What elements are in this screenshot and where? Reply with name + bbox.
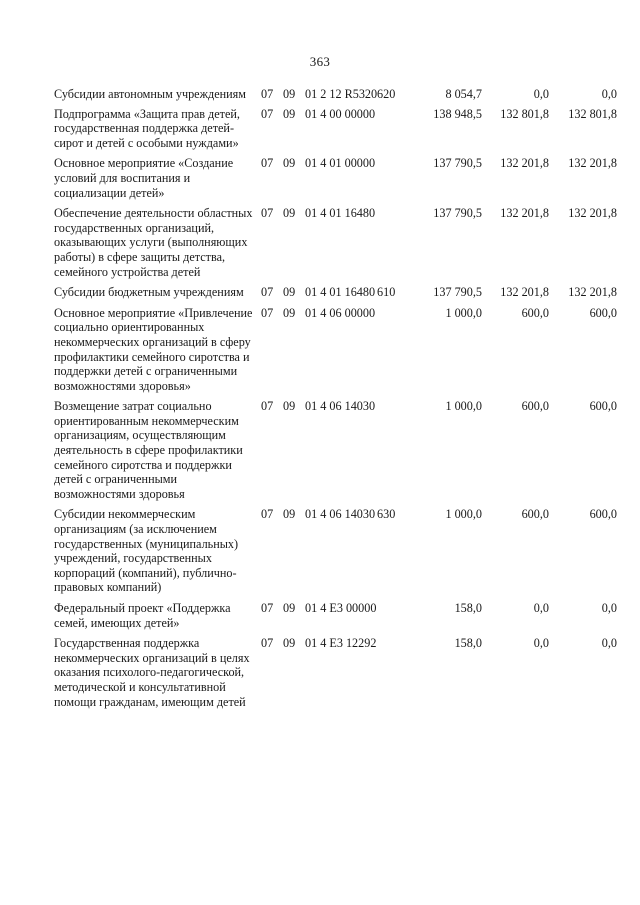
- row-value-3: 132 201,8: [568, 156, 617, 171]
- row-value-1: 137 790,5: [433, 206, 482, 221]
- row-subsection: 09: [283, 106, 296, 121]
- row-section: 07: [261, 106, 274, 121]
- row-name: Субсидии автономным учреждениям: [54, 87, 246, 101]
- row-value-2: 132 201,8: [500, 285, 549, 300]
- row-value-3: 132 201,8: [568, 285, 617, 300]
- row-name: Основное мероприятие «Привлечение социально ориентированных некоммерческих организаций в сферу профилактики семейного сиротства и поддержки детей с ограниченными возможностями здоровья»: [54, 305, 253, 393]
- row-name: Подпрограмма «Защита прав детей, государственная поддержка детей-сирот и детей с особыми нуждами»: [54, 106, 240, 150]
- row-value-1: 138 948,5: [433, 106, 482, 121]
- row-value-3: 600,0: [589, 305, 617, 320]
- row-csr: 01 4 06 00000: [305, 305, 376, 320]
- row-subsection: 09: [283, 601, 296, 615]
- row-value-1: 1 000,0: [445, 305, 482, 320]
- table-row-5: [54, 285, 634, 300]
- row-subsection: 09: [283, 305, 296, 320]
- table-row-1: [54, 87, 634, 102]
- row-value-2: 600,0: [521, 305, 549, 320]
- budget-table: [54, 87, 634, 715]
- row-value-3: 600,0: [589, 507, 617, 522]
- table-row-2: [54, 107, 634, 151]
- row-subsection: 09: [283, 399, 296, 414]
- row-subsection: 09: [283, 285, 296, 300]
- row-value-3: 0,0: [601, 87, 617, 101]
- row-value-3: 0,0: [601, 601, 617, 615]
- row-value-1: 137 790,5: [433, 156, 482, 171]
- row-section: 07: [261, 206, 274, 221]
- row-value-1: 158,0: [454, 601, 482, 615]
- row-subsection: 09: [283, 156, 296, 171]
- table-row-8: [54, 507, 634, 595]
- row-subsection: 09: [283, 507, 296, 522]
- row-section: 07: [261, 601, 274, 615]
- row-section: 07: [261, 87, 274, 101]
- row-value-2: 0,0: [533, 87, 549, 101]
- row-section: 07: [261, 156, 274, 171]
- table-row-4: [54, 206, 634, 279]
- row-value-2: 132 201,8: [500, 206, 549, 221]
- row-value-1: 137 790,5: [433, 285, 482, 300]
- table-row-10: [54, 636, 634, 709]
- row-value-2: 600,0: [521, 399, 549, 414]
- row-section: 07: [261, 507, 274, 522]
- row-value-3: 132 801,8: [568, 106, 617, 121]
- row-value-3: 600,0: [589, 399, 617, 414]
- row-value-2: 0,0: [533, 636, 549, 651]
- row-value-1: 8 054,7: [445, 87, 482, 101]
- row-vr: 630: [377, 507, 396, 522]
- row-name: Субсидии бюджетным учреждениям: [54, 285, 244, 300]
- row-name: Субсидии некоммерческим организациям (за исключением государственных (муниципальных) учреждений, государственных корпораций (компаний), публично-правовых компаний): [54, 507, 239, 595]
- row-subsection: 09: [283, 87, 296, 101]
- table-row-3: [54, 156, 634, 200]
- row-csr: 01 2 12 R5320: [305, 87, 378, 101]
- row-subsection: 09: [283, 636, 296, 651]
- row-csr: 01 4 01 16480: [305, 206, 376, 221]
- row-section: 07: [261, 636, 274, 651]
- row-name: Основное мероприятие «Создание условий для воспитания и социализации детей»: [54, 156, 234, 200]
- row-value-1: 1 000,0: [445, 507, 482, 522]
- row-csr: 01 4 01 00000: [305, 156, 376, 171]
- row-value-2: 132 201,8: [500, 156, 549, 171]
- row-section: 07: [261, 399, 274, 414]
- row-csr: 01 4 01 16480: [305, 285, 376, 300]
- row-name: Обеспечение деятельности областных государственных организаций, оказывающих услуги (выполняющих работы) в сфере защиты детства, семейного устройства детей: [54, 206, 253, 279]
- row-value-3: 0,0: [601, 636, 617, 651]
- row-subsection: 09: [283, 206, 296, 221]
- row-csr: 01 4 Е3 00000: [305, 601, 377, 615]
- row-value-2: 132 801,8: [500, 106, 549, 121]
- row-value-3: 132 201,8: [568, 206, 617, 221]
- row-csr: 01 4 00 00000: [305, 106, 376, 121]
- row-section: 07: [261, 305, 274, 320]
- row-value-2: 0,0: [533, 601, 549, 615]
- table-row-6: [54, 306, 634, 394]
- row-name: Государственная поддержка некоммерческих организаций в целях оказания психолого-педагогической, методической и консультативной помощи гражданам, имеющим детей: [54, 636, 250, 709]
- row-value-2: 600,0: [521, 507, 549, 522]
- row-section: 07: [261, 285, 274, 300]
- page-number: 363: [309, 54, 331, 69]
- row-value-1: 158,0: [454, 636, 482, 651]
- row-csr: 01 4 06 14030: [305, 507, 376, 522]
- table-row-7: [54, 399, 634, 501]
- row-name: Возмещение затрат социально ориентированным некоммерческим организациям, осуществляющим деятельность в сфере профилактики семейного сиротства и поддержки детей с ограниченными возможностями здоровья: [54, 399, 243, 501]
- table-row-9: [54, 601, 634, 630]
- row-name: Федеральный проект «Поддержка семей, имеющих детей»: [54, 601, 231, 630]
- row-value-1: 1 000,0: [445, 399, 482, 414]
- row-vr: 610: [377, 285, 396, 300]
- row-csr: 01 4 Е3 12292: [305, 636, 377, 651]
- row-csr: 01 4 06 14030: [305, 399, 376, 414]
- row-vr: 620: [377, 87, 396, 101]
